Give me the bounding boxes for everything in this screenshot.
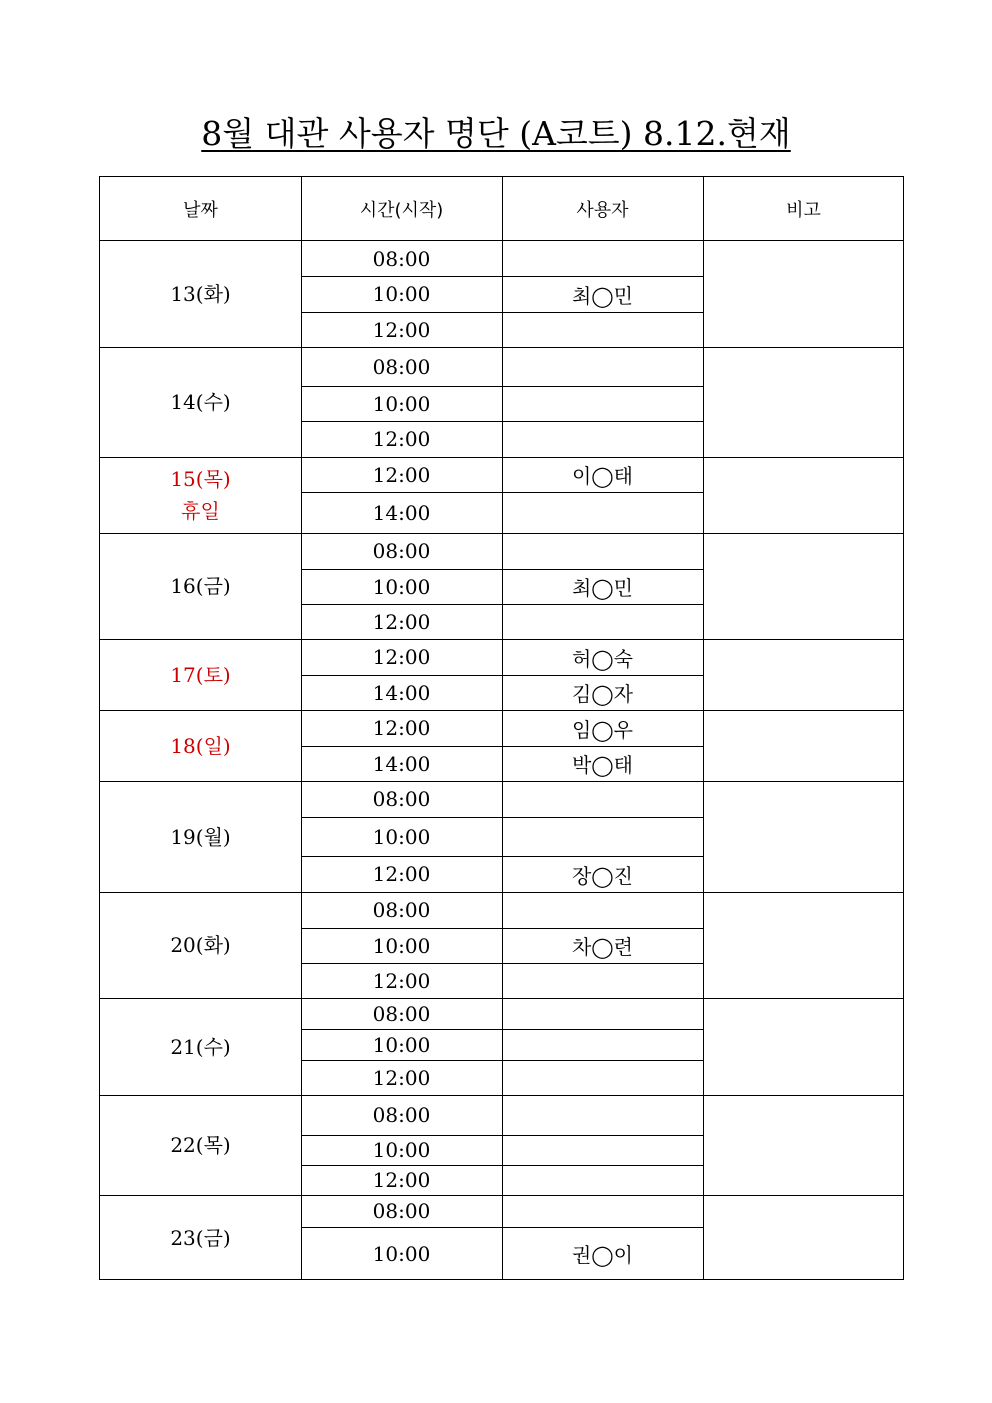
header-note: 비고: [786, 200, 821, 221]
user-cell: 최◯민: [571, 576, 634, 600]
remark-cell: [703, 710, 904, 781]
remark-cell: [703, 998, 904, 1095]
user-cell: 이◯태: [571, 464, 634, 488]
date-label: 15(목): [170, 467, 231, 491]
header-date: 날짜: [183, 200, 218, 221]
page-title-text: 8월 대관 사용자 명단 (A코트) 8.12.현재: [201, 114, 791, 153]
holiday-label: 휴일: [181, 499, 220, 523]
page-title: [0, 112, 992, 156]
remark-cell: [703, 1195, 904, 1280]
user-cell: [502, 241, 703, 276]
user-cell: [502, 347, 703, 386]
time-cell: 14:00: [372, 680, 431, 705]
user-cell: [502, 1095, 703, 1135]
user-cell: [502, 386, 703, 421]
remark-cell: [703, 241, 904, 347]
time-cell: 08:00: [372, 898, 431, 922]
time-cell: 12:00: [372, 1065, 431, 1090]
date-label: 23(금): [170, 1225, 231, 1250]
remark-cell: [703, 347, 904, 457]
user-cell: [502, 312, 703, 347]
user-cell: [502, 963, 703, 998]
time-cell: 12:00: [372, 862, 431, 886]
user-cell: [502, 1195, 703, 1227]
date-cell: [100, 347, 301, 457]
time-cell: 10:00: [372, 574, 431, 599]
date-cell: [100, 639, 301, 710]
time-cell: 08:00: [372, 1103, 431, 1127]
user-cell: [502, 1135, 703, 1165]
time-cell: 08:00: [372, 1199, 431, 1223]
date-label: 16(금): [170, 574, 231, 598]
remark-cell: [703, 457, 904, 533]
date-label: 17(토): [170, 662, 231, 687]
user-cell: 임◯우: [571, 717, 634, 742]
user-cell: [502, 1060, 703, 1095]
user-cell: 최◯민: [571, 283, 634, 308]
date-label: 22(목): [170, 1133, 231, 1157]
time-cell: 08:00: [372, 246, 431, 271]
remark-cell: [703, 533, 904, 639]
remark-cell: [703, 892, 904, 998]
time-cell: 14:00: [372, 500, 431, 525]
date-label: 13(화): [170, 282, 231, 306]
remark-cell: [703, 1095, 904, 1195]
time-cell: 10:00: [372, 1138, 431, 1162]
header-user: 사용자: [576, 200, 629, 221]
date-label: 21(수): [170, 1034, 231, 1059]
time-cell: 12:00: [372, 609, 431, 634]
date-cell: [100, 457, 301, 533]
user-cell: 권◯이: [571, 1243, 634, 1267]
header-time: 시간(시작): [359, 200, 444, 221]
user-cell: [502, 817, 703, 856]
user-cell: 차◯련: [571, 935, 634, 959]
date-cell: [100, 1095, 301, 1195]
date-cell: [100, 710, 301, 781]
date-label: 20(화): [170, 933, 231, 957]
remark-cell: [703, 781, 904, 892]
user-cell: [502, 604, 703, 639]
schedule-table: [99, 176, 904, 1280]
time-cell: 14:00: [372, 751, 431, 776]
user-cell: 장◯진: [571, 863, 634, 888]
date-label: 14(수): [170, 390, 231, 414]
time-cell: 08:00: [372, 539, 431, 563]
date-cell: [100, 998, 301, 1095]
date-cell: [100, 241, 301, 347]
time-cell: 12:00: [372, 1168, 431, 1192]
user-cell: [502, 892, 703, 928]
user-cell: 허◯숙: [571, 646, 634, 671]
time-cell: 12:00: [372, 317, 431, 342]
date-cell: [100, 892, 301, 998]
time-cell: 10:00: [372, 1241, 431, 1266]
date-cell: [100, 1195, 301, 1280]
time-cell: 12:00: [372, 968, 431, 993]
user-cell: [502, 421, 703, 457]
user-cell: 박◯태: [571, 753, 634, 777]
date-cell: [100, 781, 301, 892]
date-label: 19(월): [170, 824, 231, 849]
user-cell: [502, 1165, 703, 1195]
user-cell: [502, 1029, 703, 1060]
time-cell: 08:00: [372, 787, 431, 811]
user-cell: [502, 781, 703, 817]
time-cell: 12:00: [372, 716, 431, 740]
time-cell: 10:00: [372, 824, 431, 849]
user-cell: 김◯자: [571, 682, 634, 706]
time-cell: 12:00: [372, 462, 431, 487]
time-cell: 12:00: [372, 645, 431, 669]
remark-cell: [703, 639, 904, 710]
time-cell: 10:00: [372, 282, 431, 306]
time-cell: 10:00: [372, 933, 431, 958]
time-cell: 12:00: [372, 427, 431, 451]
time-cell: 08:00: [372, 354, 431, 379]
time-cell: 10:00: [372, 391, 431, 416]
user-cell: [502, 533, 703, 569]
date-label: 18(일): [170, 733, 231, 758]
user-cell: [502, 998, 703, 1029]
time-cell: 08:00: [372, 1001, 431, 1026]
time-cell: 10:00: [372, 1032, 431, 1057]
user-cell: [502, 492, 703, 533]
date-cell: [100, 533, 301, 639]
